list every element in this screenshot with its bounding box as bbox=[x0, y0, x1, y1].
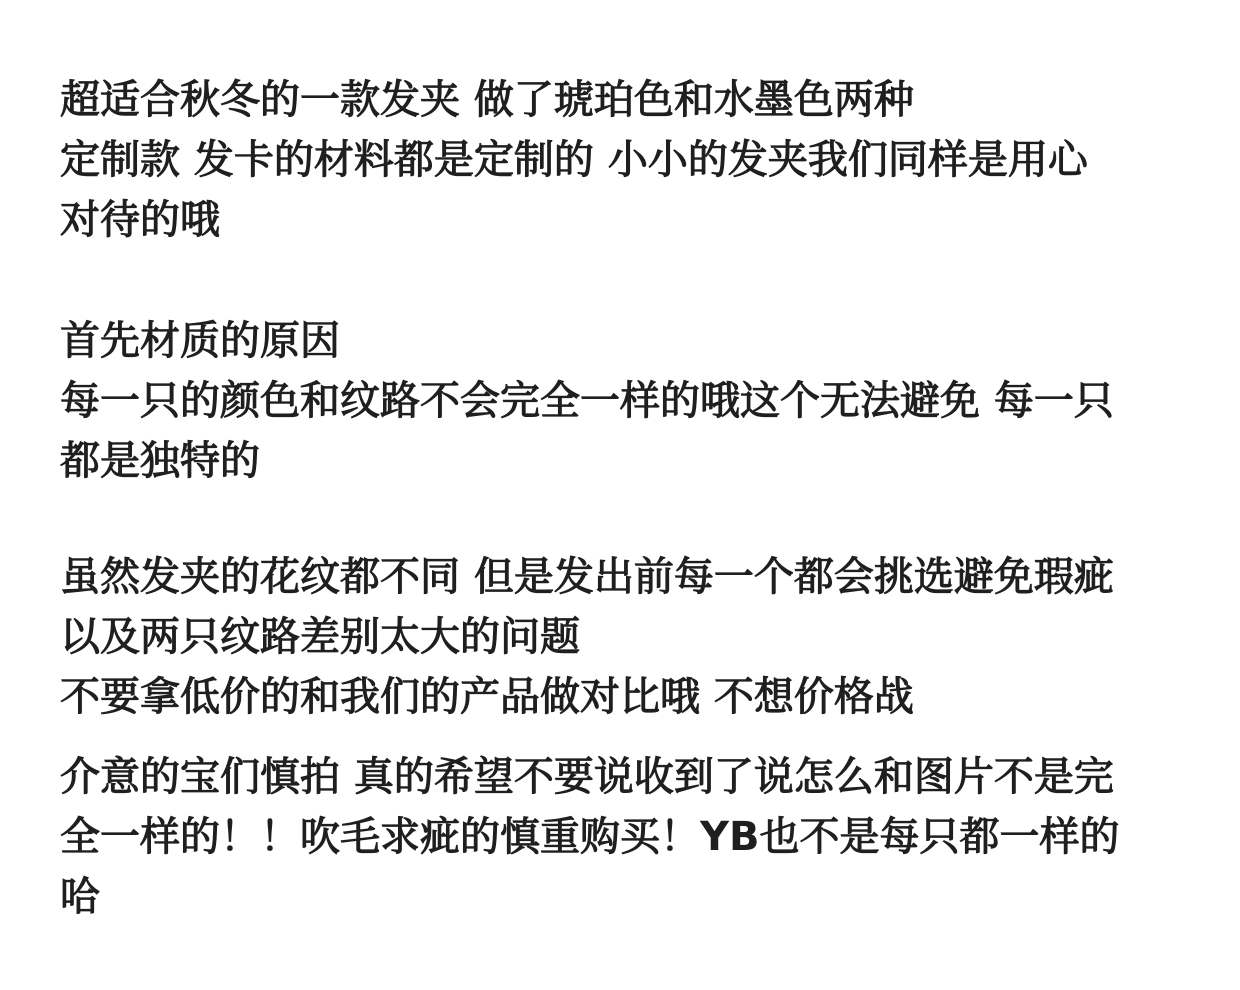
document-body bbox=[60, 70, 1200, 930]
text-line: 每一只的颜色和纹路不会完全一样的哦这个无法避免 每一只 bbox=[60, 378, 1114, 424]
text-line: 介意的宝们慎拍 真的希望不要说收到了说怎么和图片不是完 bbox=[60, 754, 1114, 800]
paragraph-spacer bbox=[60, 491, 1200, 547]
text-line: 哈 bbox=[60, 874, 100, 920]
text-line: 全一样的！！吹毛求疵的慎重购买！YB也不是每只都一样的 bbox=[60, 814, 1120, 860]
paragraph-material bbox=[60, 311, 1200, 491]
paragraph-spacer bbox=[60, 250, 1200, 311]
paragraph-intro bbox=[60, 70, 1200, 250]
text-line: 超适合秋冬的一款发夹 做了琥珀色和水墨色两种 bbox=[60, 77, 914, 123]
text-line: 不要拿低价的和我们的产品做对比哦 不想价格战 bbox=[60, 674, 914, 720]
text-line: 虽然发夹的花纹都不同 但是发出前每一个都会挑选避免瑕疵 bbox=[60, 554, 1114, 600]
paragraph-notice bbox=[60, 747, 1200, 927]
text-line: 定制款 发卡的材料都是定制的 小小的发夹我们同样是用心 bbox=[60, 137, 1088, 183]
text-line: 都是独特的 bbox=[60, 438, 260, 484]
text-line: 以及两只纹路差别太大的问题 bbox=[60, 614, 580, 660]
paragraph-spacer bbox=[60, 727, 1200, 747]
text-line: 首先材质的原因 bbox=[60, 318, 340, 364]
paragraph-quality bbox=[60, 547, 1200, 727]
text-line: 对待的哦 bbox=[60, 197, 220, 243]
